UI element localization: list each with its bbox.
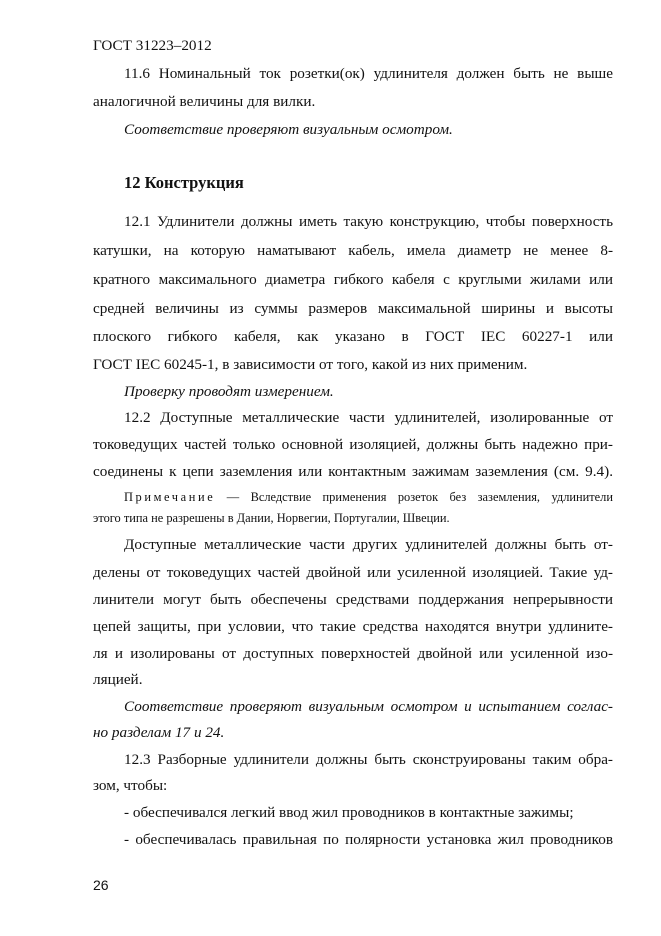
paragraph-line: средней величины из суммы размеров максимальной ширины и высоты [93, 300, 613, 317]
paragraph-line: ляцией. [93, 671, 143, 688]
paragraph-line: 11.6 Номинальный ток розетки(ок) удлинителя должен быть не выше [124, 65, 613, 82]
paragraph-line: ГОСТ IEC 60245-1, в зависимости от того, какой из них применим. [93, 356, 528, 373]
paragraph-line: Доступные металлические части других удлинителей должны быть от- [124, 536, 613, 553]
note-line [124, 489, 613, 505]
measurement-check-text: Проверку проводят измерением. [124, 383, 334, 400]
paragraph-line: 12.3 Разборные удлинители должны быть сконструированы таким обра- [124, 751, 613, 768]
paragraph-line: кратного максимального диаметра гибкого кабеля с круглыми жилами или [93, 271, 613, 288]
compliance-check-text: Соответствие проверяют визуальным осмотром и испытанием соглас- [124, 698, 613, 715]
paragraph-line: линители могут быть обеспечены средствами поддержания непрерывности [93, 591, 613, 608]
paragraph-line: катушки, на которую наматывают кабель, имела диаметр не менее 8- [93, 242, 613, 259]
paragraph-line: цепей защиты, при условии, что такие средства находятся внутри удлините- [93, 618, 613, 635]
paragraph-line: плоского гибкого кабеля, как указано в ГОСТ IEC 60227-1 или [93, 328, 613, 345]
paragraph-line: зом, чтобы: [93, 777, 168, 794]
compliance-check-text: Соответствие проверяют визуальным осмотром. [124, 121, 453, 138]
compliance-check-text: но разделам 17 и 24. [93, 724, 225, 741]
paragraph-line: соединены к цепи заземления или контактным зажимам заземления (см. 9.4). [93, 463, 613, 480]
list-item: - обеспечивалась правильная по полярности установка жил проводников [124, 831, 613, 848]
paragraph-line: делены от токоведущих частей двойной или усиленной изоляцией. Такие уд- [93, 564, 613, 581]
standard-code-header: ГОСТ 31223–2012 [93, 37, 212, 54]
note-label: Примечание [124, 490, 216, 504]
section-heading: 12 Конструкция [124, 173, 244, 192]
note-text: — Вследствие применения розеток без заземления, удлинители [226, 490, 613, 504]
paragraph-line: аналогичной величины для вилки. [93, 93, 316, 110]
paragraph-line: 12.2 Доступные металлические части удлинителей, изолированные от [124, 409, 613, 426]
paragraph-line: 12.1 Удлинители должны иметь такую конструкцию, чтобы поверхность [124, 213, 613, 230]
list-item: - обеспечивался легкий ввод жил проводников в контактные зажимы; [124, 804, 574, 821]
paragraph-line: токоведущих частей только основной изоляцией, должны быть надежно при- [93, 436, 613, 453]
paragraph-line: ля и изолированы от доступных поверхностей двойной или усиленной изо- [93, 645, 613, 662]
page-number: 26 [93, 877, 109, 893]
note-line: этого типа не разрешены в Дании, Норвегии, Португалии, Швеции. [93, 511, 450, 525]
